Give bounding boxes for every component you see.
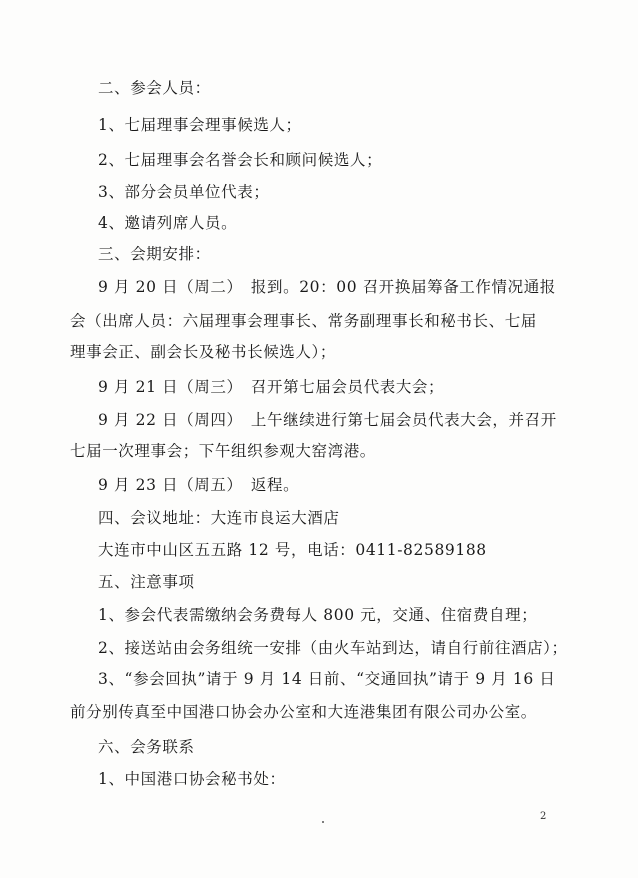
paragraph-line: 理事会正、副会长及秘书长候选人）； xyxy=(70,343,336,361)
section-heading-venue: 四、会议地址：大连市良运大酒店 xyxy=(98,509,340,527)
page-number: 2 xyxy=(540,811,547,822)
list-item: 2、接送站由会务组统一安排（由火车站到达，请自行前往酒店）； xyxy=(98,639,568,657)
schedule-entry: 9 月 21 日（周三） 召开第七届会员代表大会； xyxy=(98,378,445,396)
schedule-entry: 9 月 22 日（周四） 上午继续进行第七届会员代表大会，并召开 xyxy=(98,411,557,429)
paragraph-line: 前分别传真至中国港口协会办公室和大连港集团有限公司办公室。 xyxy=(70,703,537,721)
list-item: 3、“参会回执”请于 9 月 14 日前、“交通回执”请于 9 月 16 日 xyxy=(98,670,556,688)
list-item: 1、参会代表需缴纳会务费每人 800 元，交通、住宿费自理； xyxy=(98,606,538,624)
schedule-entry: 9 月 23 日（周五） 返程。 xyxy=(98,476,300,494)
paragraph-line: 会（出席人员：六届理事会理事长、常务副理事长和秘书长、七届 xyxy=(70,312,537,330)
section-heading-notes: 五、注意事项 xyxy=(98,573,195,591)
list-item: 1、七届理事会理事候选人； xyxy=(98,116,302,134)
list-item: 2、七届理事会名誉会长和顾问候选人； xyxy=(98,151,383,169)
scan-speck xyxy=(322,821,324,823)
list-item: 1、中国港口协会秘书处： xyxy=(98,770,286,788)
list-item: 3、部分会员单位代表； xyxy=(98,183,270,201)
paragraph-line: 七届一次理事会；下午组织参观大窑湾港。 xyxy=(70,442,376,460)
schedule-entry: 9 月 20 日（周二） 报到。20：00 召开换届筹备工作情况通报 xyxy=(98,278,556,296)
venue-address: 大连市中山区五五路 12 号，电话：0411-82589188 xyxy=(98,541,487,559)
section-heading-contact: 六、会务联系 xyxy=(98,738,195,756)
section-heading-participants: 二、参会人员： xyxy=(98,79,211,97)
section-heading-schedule: 三、会期安排： xyxy=(98,245,211,263)
list-item: 4、邀请列席人员。 xyxy=(98,214,238,232)
